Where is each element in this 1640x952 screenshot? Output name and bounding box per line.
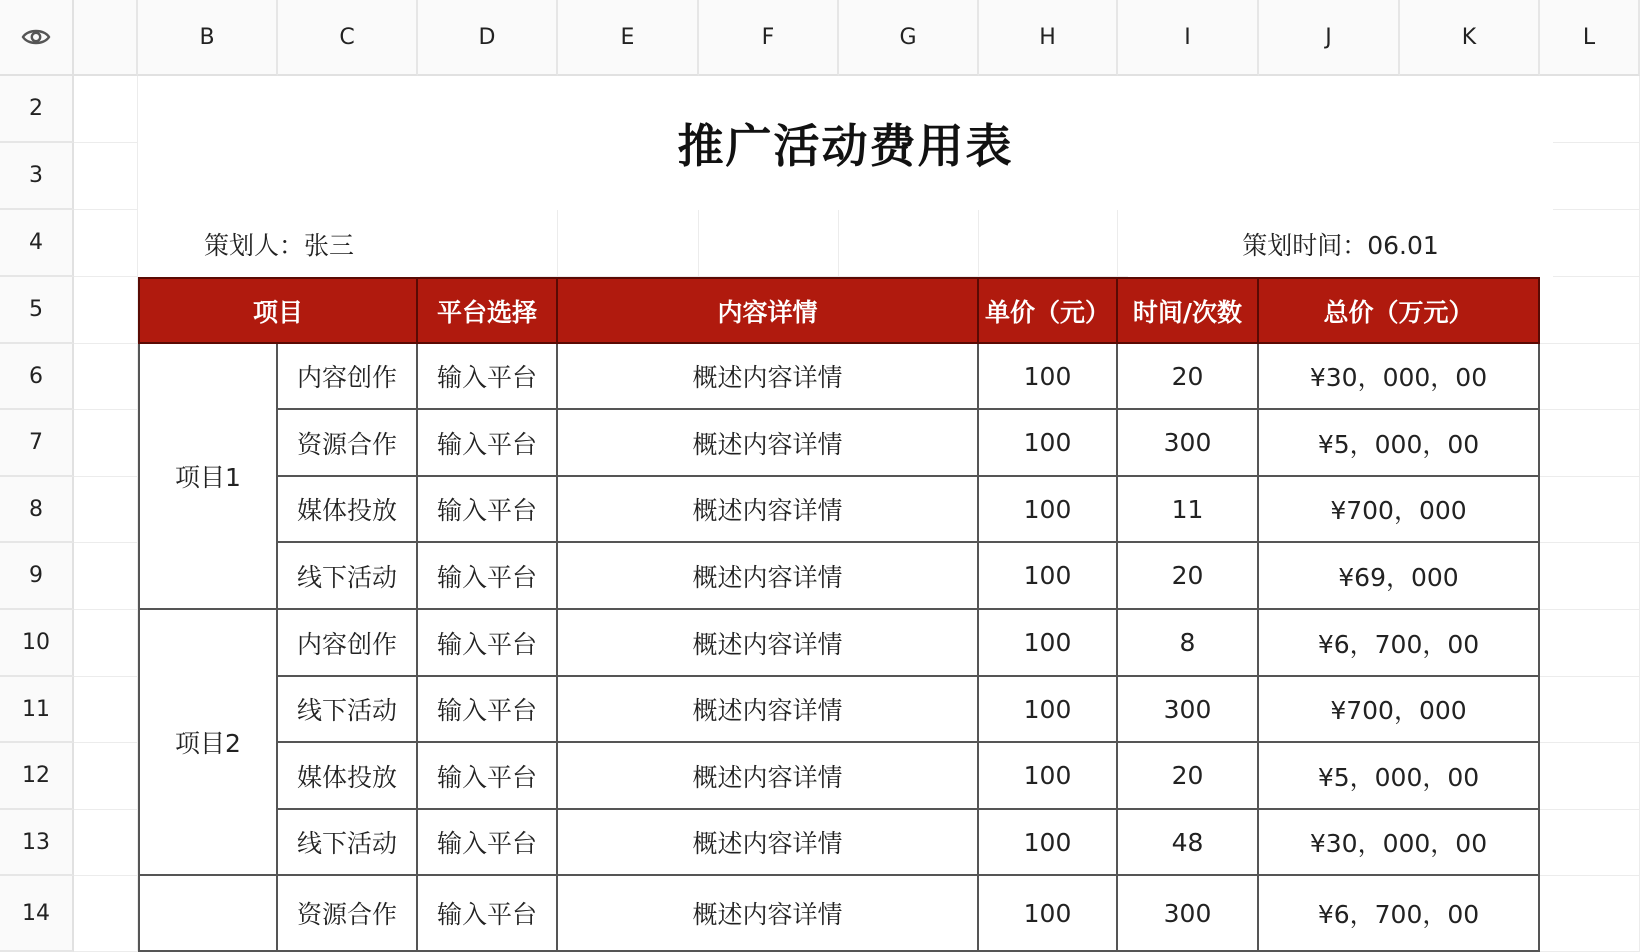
grid-cell[interactable]: [1540, 677, 1640, 743]
row-header-9[interactable]: 9: [0, 543, 74, 610]
grid-cell[interactable]: [74, 810, 138, 876]
total-price-cell[interactable]: ¥30，000，00: [1259, 344, 1540, 410]
eye-icon: [21, 26, 51, 48]
row-header-6[interactable]: 6: [0, 344, 74, 410]
grid-cell[interactable]: [74, 143, 138, 210]
grid-cell[interactable]: [74, 410, 138, 477]
platform-cell[interactable]: 输入平台: [418, 410, 558, 477]
column-header-l[interactable]: L: [1540, 0, 1640, 76]
total-price-cell[interactable]: ¥5，000，00: [1259, 410, 1540, 477]
platform-cell[interactable]: 输入平台: [418, 344, 558, 410]
grid-cell[interactable]: [74, 610, 138, 677]
grid-cell[interactable]: [74, 344, 138, 410]
activity-type-cell[interactable]: 线下活动: [278, 810, 418, 876]
title-cell[interactable]: [138, 76, 1553, 210]
times-cell[interactable]: 300: [1118, 677, 1259, 743]
unit-price-cell[interactable]: 100: [979, 810, 1118, 876]
row-header-4[interactable]: 4: [0, 210, 74, 277]
column-header-k[interactable]: K: [1400, 0, 1540, 76]
header-content[interactable]: 内容详情: [558, 277, 979, 344]
planner-text: 策划人：张三: [203, 230, 354, 260]
column-header-h[interactable]: H: [979, 0, 1118, 76]
grid-cell[interactable]: [1540, 76, 1640, 143]
column-header-e[interactable]: E: [558, 0, 699, 76]
unit-price-cell[interactable]: 100: [979, 743, 1118, 810]
row-header-7[interactable]: 7: [0, 410, 74, 477]
grid-cell[interactable]: [1540, 610, 1640, 677]
row-header-12[interactable]: 12: [0, 743, 74, 810]
grid-cell[interactable]: [1540, 344, 1640, 410]
planner-cell[interactable]: [138, 210, 420, 277]
activity-type-cell[interactable]: 线下活动: [278, 543, 418, 610]
header-total[interactable]: 总价（万元）: [1259, 277, 1540, 344]
times-cell[interactable]: 8: [1118, 610, 1259, 677]
content-detail-cell[interactable]: 概述内容详情: [558, 677, 979, 743]
platform-cell[interactable]: 输入平台: [418, 677, 558, 743]
grid-cell[interactable]: [1540, 277, 1640, 344]
total-price-cell[interactable]: ¥5，000，00: [1259, 743, 1540, 810]
header-platform[interactable]: 平台选择: [418, 277, 558, 344]
column-header-j[interactable]: J: [1259, 0, 1400, 76]
times-cell[interactable]: 20: [1118, 743, 1259, 810]
content-detail-cell[interactable]: 概述内容详情: [558, 543, 979, 610]
platform-cell[interactable]: 输入平台: [418, 610, 558, 677]
row-header-13[interactable]: 13: [0, 810, 74, 876]
grid-cell[interactable]: [558, 210, 699, 277]
project-group-cell[interactable]: 项目2: [138, 610, 278, 876]
grid-cell[interactable]: [979, 210, 1118, 277]
activity-type-cell[interactable]: 媒体投放: [278, 477, 418, 543]
total-price-cell[interactable]: ¥6，700，00: [1259, 876, 1540, 952]
row-header-14[interactable]: 14: [0, 876, 74, 952]
activity-type-cell[interactable]: 内容创作: [278, 344, 418, 410]
grid-cell[interactable]: [1540, 876, 1640, 952]
plan-time-text: 策划时间：06.01: [1242, 230, 1439, 260]
activity-type-cell[interactable]: 线下活动: [278, 677, 418, 743]
grid-cell[interactable]: [1540, 810, 1640, 876]
grid-cell[interactable]: [1540, 410, 1640, 477]
column-header-a[interactable]: [74, 0, 138, 76]
grid-cell[interactable]: [74, 76, 138, 143]
row-header-8[interactable]: 8: [0, 477, 74, 543]
grid-cell[interactable]: [74, 743, 138, 810]
unit-price-cell[interactable]: 100: [979, 677, 1118, 743]
grid-cell[interactable]: [74, 277, 138, 344]
unit-price-cell[interactable]: 100: [979, 410, 1118, 477]
unit-price-cell[interactable]: 100: [979, 610, 1118, 677]
row-header-2[interactable]: 2: [0, 76, 74, 143]
content-detail-cell[interactable]: 概述内容详情: [558, 743, 979, 810]
header-unit-price[interactable]: 单价（元）: [979, 277, 1118, 344]
row-header-5[interactable]: 5: [0, 277, 74, 344]
project-group-cell[interactable]: 项目1: [138, 344, 278, 610]
header-times[interactable]: 时间/次数: [1118, 277, 1259, 344]
content-detail-cell[interactable]: 概述内容详情: [558, 610, 979, 677]
column-header-c[interactable]: C: [278, 0, 418, 76]
content-detail-cell[interactable]: 概述内容详情: [558, 410, 979, 477]
select-all-corner[interactable]: [0, 0, 74, 76]
column-header-b[interactable]: B: [138, 0, 278, 76]
unit-price-cell[interactable]: 100: [979, 344, 1118, 410]
unit-price-cell[interactable]: 100: [979, 876, 1118, 952]
content-detail-cell[interactable]: 概述内容详情: [558, 344, 979, 410]
times-cell[interactable]: 300: [1118, 876, 1259, 952]
platform-cell[interactable]: 输入平台: [418, 543, 558, 610]
grid-cell[interactable]: [418, 210, 558, 277]
grid-cell[interactable]: [839, 210, 979, 277]
activity-type-cell[interactable]: 内容创作: [278, 610, 418, 677]
times-cell[interactable]: 20: [1118, 543, 1259, 610]
grid-cell[interactable]: [74, 677, 138, 743]
grid-cell[interactable]: [74, 477, 138, 543]
grid-cell[interactable]: [1540, 543, 1640, 610]
total-price-cell[interactable]: ¥69，000: [1259, 543, 1540, 610]
platform-cell[interactable]: 输入平台: [418, 810, 558, 876]
row-header-11[interactable]: 11: [0, 677, 74, 743]
unit-price-cell[interactable]: 100: [979, 543, 1118, 610]
grid-cell[interactable]: [1540, 143, 1640, 210]
grid-cell[interactable]: [74, 876, 138, 952]
grid-cell[interactable]: [699, 210, 839, 277]
plan-time-cell[interactable]: [1128, 210, 1553, 277]
activity-type-cell[interactable]: 资源合作: [278, 876, 418, 952]
content-detail-cell[interactable]: 概述内容详情: [558, 477, 979, 543]
column-header-i[interactable]: I: [1118, 0, 1259, 76]
content-detail-cell[interactable]: 概述内容详情: [558, 876, 979, 952]
times-cell[interactable]: 20: [1118, 344, 1259, 410]
header-project[interactable]: 项目: [138, 277, 418, 344]
activity-type-cell[interactable]: 资源合作: [278, 410, 418, 477]
total-price-cell[interactable]: ¥700，000: [1259, 677, 1540, 743]
platform-cell[interactable]: 输入平台: [418, 477, 558, 543]
platform-cell[interactable]: 输入平台: [418, 876, 558, 952]
times-cell[interactable]: 11: [1118, 477, 1259, 543]
column-header-f[interactable]: F: [699, 0, 839, 76]
row-header-10[interactable]: 10: [0, 610, 74, 677]
grid-cell[interactable]: [1540, 477, 1640, 543]
content-detail-cell[interactable]: 概述内容详情: [558, 810, 979, 876]
grid-cell[interactable]: [1540, 210, 1640, 277]
total-price-cell[interactable]: ¥6，700，00: [1259, 610, 1540, 677]
times-cell[interactable]: 48: [1118, 810, 1259, 876]
sheet-title: 推广活动费用表: [677, 119, 1014, 173]
grid-cell[interactable]: [74, 210, 138, 277]
column-header-g[interactable]: G: [839, 0, 979, 76]
total-price-cell[interactable]: ¥30，000，00: [1259, 810, 1540, 876]
total-price-cell[interactable]: ¥700，000: [1259, 477, 1540, 543]
platform-cell[interactable]: 输入平台: [418, 743, 558, 810]
column-header-d[interactable]: D: [418, 0, 558, 76]
unit-price-cell[interactable]: 100: [979, 477, 1118, 543]
activity-type-cell[interactable]: 媒体投放: [278, 743, 418, 810]
times-cell[interactable]: 300: [1118, 410, 1259, 477]
project-group-cell[interactable]: [138, 876, 278, 952]
grid-cell[interactable]: [1540, 743, 1640, 810]
row-header-3[interactable]: 3: [0, 143, 74, 210]
grid-cell[interactable]: [74, 543, 138, 610]
